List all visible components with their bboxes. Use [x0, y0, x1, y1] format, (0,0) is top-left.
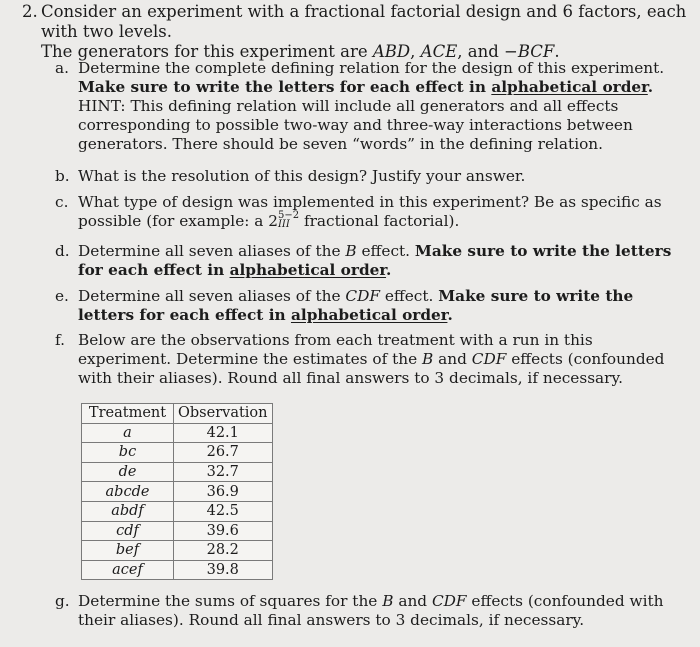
header-treatment: Treatment [82, 404, 174, 424]
generator-1: ABD [372, 42, 411, 61]
treatment-cell: abdf [82, 501, 174, 521]
part-a-text: Determine the complete defining relation for the design of this experiment. Make sure to write the letters for each effect in alphabetical order. HINT: This defining relation will include all generators and all effects corresponding to possible two-way and three-way interactions between generators. There should be seven “words” in the defining relation. [78, 59, 665, 153]
question-number: 2. [22, 2, 38, 21]
table-row [82, 541, 273, 561]
alphabetical-order-emphasis: alphabetical order [491, 78, 648, 96]
table-row [82, 560, 273, 580]
part-f-text: Below are the observations from each treatment with a run in this experiment. Determine the estimates of the B and CDF effects (confounded with their aliases). Round all final answers to 3 decimals, if necessary. [78, 331, 665, 387]
observation-cell: 26.7 [174, 443, 273, 463]
part-e-label: e. [55, 287, 69, 305]
treatment-cell: bef [82, 541, 174, 561]
question-intro: Consider an experiment with a fractional factorial design and 6 factors, each with two levels. The generators for this experiment are ABD, ACE, and −BCF. [41, 2, 687, 61]
part-g-text: Determine the sums of squares for the B and CDF effects (confounded with their aliases). Round all final answers to 3 decimals, if necessary. [78, 592, 664, 629]
part-g-label: g. [55, 592, 70, 610]
table-row [82, 482, 273, 502]
treatment-cell: abcde [82, 482, 174, 502]
part-c-text: What type of design was implemented in this experiment? Be as specific as possible (for example: a 2 5−2 III fractional factorial). [78, 193, 662, 230]
observation-cell: 32.7 [174, 462, 273, 482]
table-row [82, 521, 273, 541]
part-b-label: b. [55, 167, 70, 185]
observations-table [81, 403, 273, 580]
design-notation: 5−2 III [277, 210, 300, 230]
header-observation: Observation [174, 404, 273, 424]
observation-cell: 28.2 [174, 541, 273, 561]
part-f-label: f. [55, 331, 65, 349]
part-d-text: Determine all seven aliases of the B effect. Make sure to write the letters for each effect in alphabetical order. [78, 242, 672, 279]
observation-cell: 39.8 [174, 560, 273, 580]
part-a-label: a. [55, 59, 69, 77]
part-b-text: What is the resolution of this design? Justify your answer. [78, 167, 526, 185]
generator-3: BCF [517, 42, 555, 61]
part-e-text: Determine all seven aliases of the CDF effect. Make sure to write the letters for each effect in alphabetical order. [78, 287, 634, 324]
treatment-cell: a [82, 423, 174, 443]
treatment-cell: de [82, 462, 174, 482]
part-d-label: d. [55, 242, 70, 260]
table-row [82, 443, 273, 463]
table-row [82, 423, 273, 443]
treatment-cell: acef [82, 560, 174, 580]
observation-cell: 39.6 [174, 521, 273, 541]
treatment-cell: cdf [82, 521, 174, 541]
observation-cell: 42.5 [174, 501, 273, 521]
part-c-label: c. [55, 193, 69, 211]
treatment-cell: bc [82, 443, 174, 463]
table-row [82, 501, 273, 521]
generator-2: ACE [420, 42, 458, 61]
observation-cell: 42.1 [174, 423, 273, 443]
table-row [82, 462, 273, 482]
observation-cell: 36.9 [174, 482, 273, 502]
intro-line-1: Consider an experiment with a fractional factorial design and 6 factors, each with two levels. [41, 2, 687, 41]
table-header-row [82, 404, 273, 424]
